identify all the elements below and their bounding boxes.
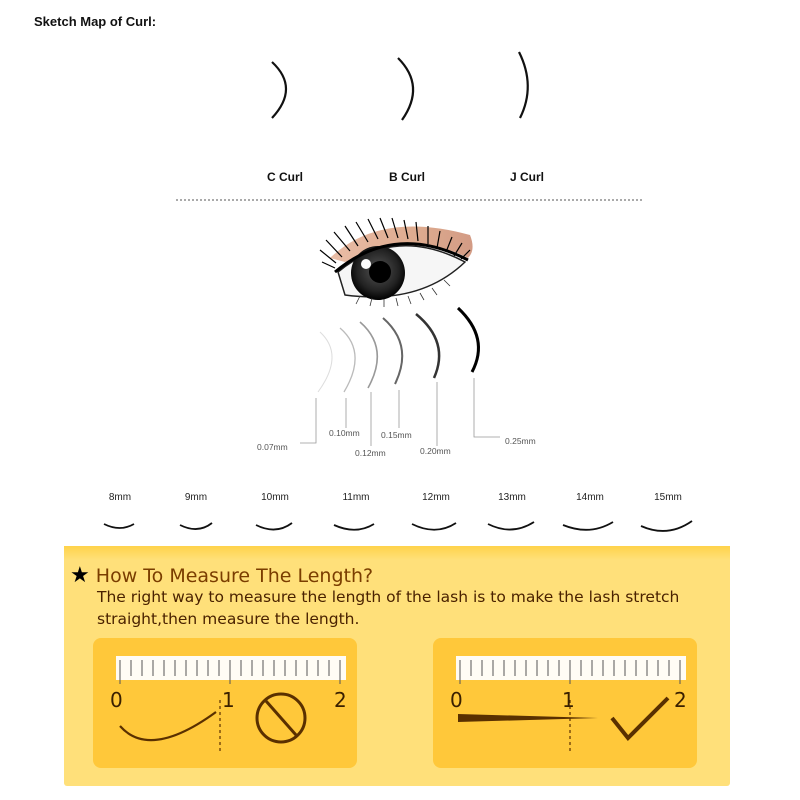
j-curl-shape: [519, 52, 528, 118]
thickness-label-010: 0.10mm: [329, 428, 360, 438]
lash-15mm: [641, 521, 692, 531]
length-label-12: 12mm: [422, 492, 450, 503]
thickness-label-020: 0.20mm: [420, 446, 451, 456]
lash-0-12: [360, 322, 377, 388]
ruler-right-0: 0: [450, 688, 463, 712]
lash-8mm: [104, 524, 134, 528]
curl-label-c: C Curl: [267, 170, 303, 184]
ruler-left-1: 1: [222, 688, 235, 712]
lash-11mm: [334, 524, 374, 530]
length-label-11: 11mm: [342, 492, 370, 503]
ruler-right-1: 1: [562, 688, 575, 712]
ruler-left-2: 2: [334, 688, 347, 712]
thickness-label-012: 0.12mm: [355, 448, 386, 458]
length-label-13: 13mm: [498, 492, 526, 503]
lash-0-25: [458, 308, 478, 372]
lash-13mm: [488, 522, 534, 530]
length-label-14: 14mm: [576, 492, 604, 503]
wrong-method-card: [93, 638, 357, 768]
page-title: Sketch Map of Curl:: [34, 14, 157, 29]
lash-12mm: [412, 523, 456, 530]
lash-0-10: [340, 328, 355, 392]
curl-label-b: B Curl: [389, 170, 425, 184]
lash-9mm: [180, 523, 212, 529]
thickness-label-025: 0.25mm: [505, 436, 536, 446]
ruler-right-2: 2: [674, 688, 687, 712]
lash-0-07: [318, 332, 332, 392]
length-label-8: 8mm: [108, 492, 132, 503]
right-method-card: [433, 638, 697, 768]
c-curl-shape: [272, 62, 286, 118]
thickness-label-007: 0.07mm: [257, 442, 288, 452]
lash-14mm: [563, 522, 613, 530]
measure-heading-text: How To Measure The Length?: [95, 565, 374, 587]
thickness-label-015: 0.15mm: [381, 430, 412, 440]
measure-heading: [70, 563, 373, 588]
lash-10mm: [256, 523, 292, 530]
b-curl-shape: [398, 58, 413, 120]
measure-description: The right way to measure the length of the lash is to make the lash stretch straight,then measure the length.: [97, 588, 680, 628]
curl-label-j: J Curl: [509, 170, 544, 184]
lash-0-15: [383, 318, 402, 384]
measure-panel-header-bar: [64, 546, 730, 560]
length-label-9: 9mm: [184, 492, 208, 503]
star-icon: ★: [70, 563, 90, 588]
lash-0-20: [416, 314, 439, 378]
ruler-left-0: 0: [110, 688, 123, 712]
length-label-15: 15mm: [654, 492, 682, 503]
length-label-10: 10mm: [261, 492, 289, 503]
